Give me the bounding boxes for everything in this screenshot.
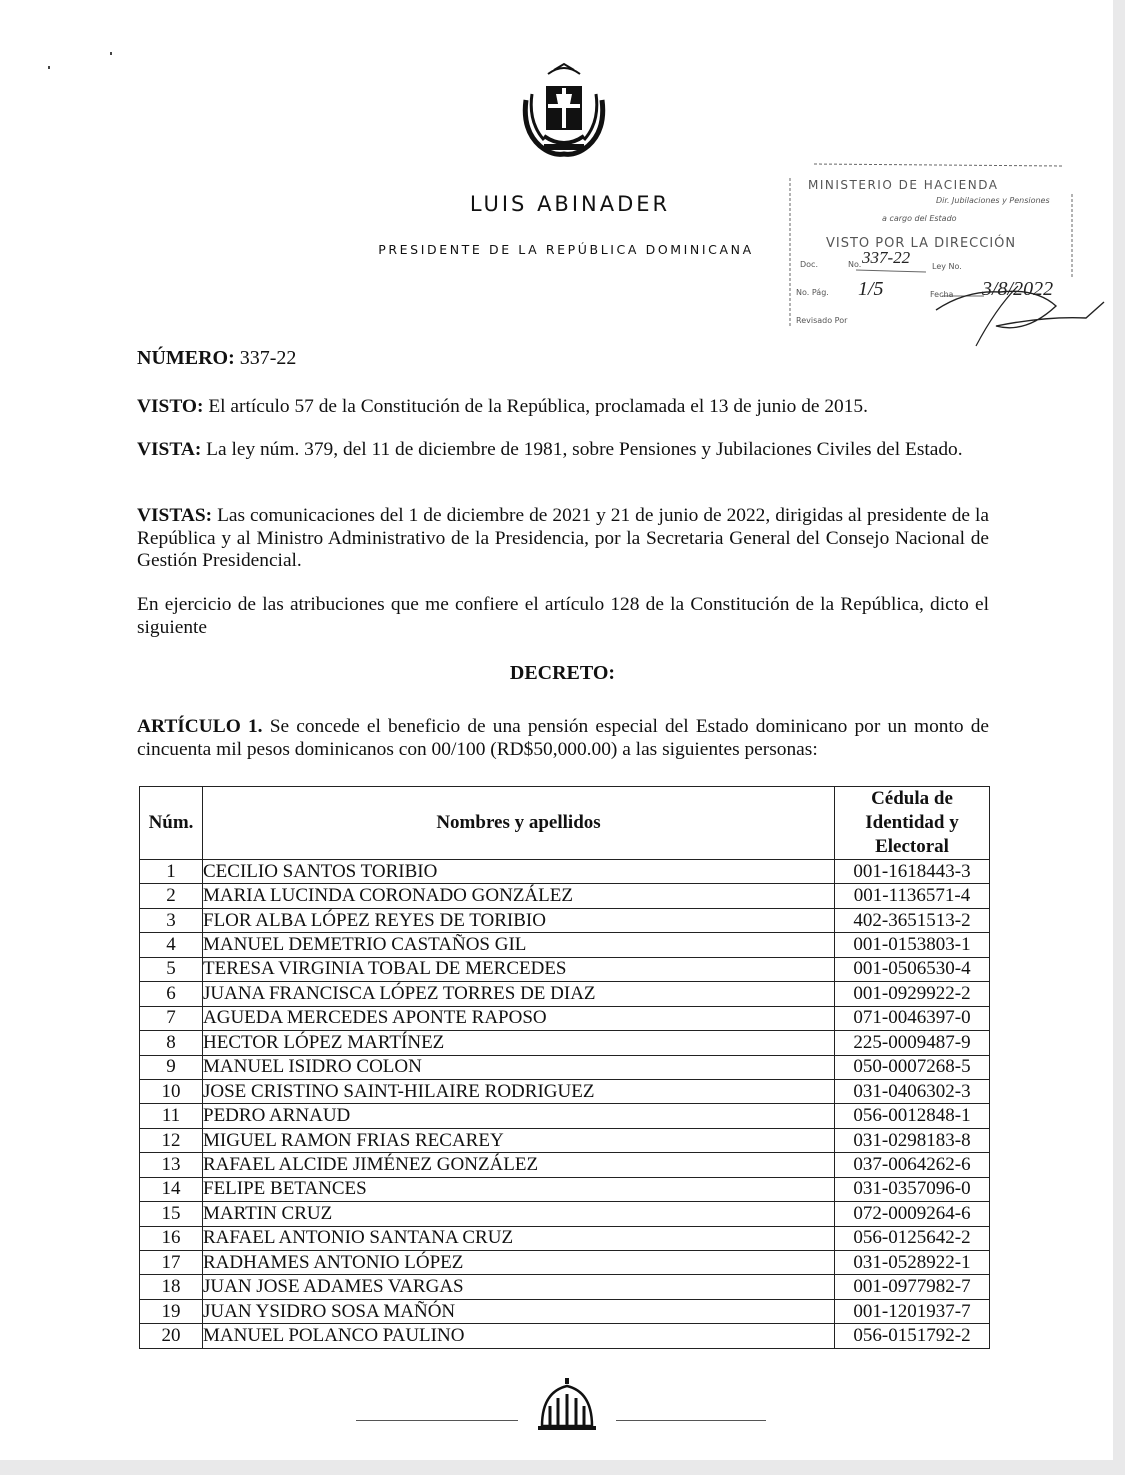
table-row xyxy=(140,1031,990,1055)
table-row xyxy=(140,1177,990,1201)
vista-label: VISTA: xyxy=(137,439,202,460)
row-name: JUANA FRANCISCA LÓPEZ TORRES DE DIAZ xyxy=(203,982,835,1006)
table-row xyxy=(140,1055,990,1079)
row-number: 7 xyxy=(140,1006,203,1030)
footer-divider-left xyxy=(356,1420,518,1421)
reception-stamp xyxy=(786,158,1108,348)
table-row xyxy=(140,1104,990,1128)
row-cedula: 031-0406302-3 xyxy=(835,1079,990,1103)
stamp-fecha-value: 3/8/2022 xyxy=(982,278,1054,300)
vistas-text: Las comunicaciones del 1 de diciembre de 2021 y 21 de junio de 2022, dirigidas al presidente de la República y al Ministro Administrativo de la Presidencia, por la Secretaria General del Consejo Nacional de Gestión Presidencial. xyxy=(137,505,989,571)
row-number: 20 xyxy=(140,1324,203,1348)
row-name: JUAN YSIDRO SOSA MAÑÓN xyxy=(203,1299,835,1323)
row-number: 18 xyxy=(140,1275,203,1299)
beneficiaries-table xyxy=(139,786,990,1349)
page-edge xyxy=(1113,0,1125,1475)
header-name: Nombres y apellidos xyxy=(203,787,835,860)
stamp-no-value: 337-22 xyxy=(862,248,911,267)
decree-number xyxy=(137,347,296,370)
coat-of-arms-icon xyxy=(518,60,610,160)
table-row xyxy=(140,1275,990,1299)
row-cedula: 001-1136571-4 xyxy=(835,884,990,908)
row-name: MANUEL POLANCO PAULINO xyxy=(203,1324,835,1348)
row-cedula: 001-0506530-4 xyxy=(835,957,990,981)
row-name: FLOR ALBA LÓPEZ REYES DE TORIBIO xyxy=(203,908,835,932)
ejercicio-paragraph: En ejercicio de las atribuciones que me confiere el artículo 128 de la Constitución de la República, dicto el siguiente xyxy=(137,594,989,638)
scan-speck xyxy=(110,52,112,55)
stamp-pag-label: No. Pág. xyxy=(796,288,829,297)
row-number: 14 xyxy=(140,1177,203,1201)
table-row xyxy=(140,933,990,957)
page-bottom-edge xyxy=(0,1460,1125,1475)
row-cedula: 056-0125642-2 xyxy=(835,1226,990,1250)
row-number: 13 xyxy=(140,1153,203,1177)
row-name: RAFAEL ANTONIO SANTANA CRUZ xyxy=(203,1226,835,1250)
row-cedula: 031-0528922-1 xyxy=(835,1251,990,1275)
table-row xyxy=(140,957,990,981)
vistas-label: VISTAS: xyxy=(137,505,213,526)
table-body xyxy=(140,860,990,1349)
row-number: 2 xyxy=(140,884,203,908)
row-cedula: 001-0977982-7 xyxy=(835,1275,990,1299)
table-row xyxy=(140,884,990,908)
visto-paragraph xyxy=(137,396,989,419)
row-cedula: 001-0153803-1 xyxy=(835,933,990,957)
row-name: TERESA VIRGINIA TOBAL DE MERCEDES xyxy=(203,957,835,981)
table-row xyxy=(140,1202,990,1226)
stamp-ley-label: Ley No. xyxy=(932,262,962,271)
row-name: MIGUEL RAMON FRIAS RECAREY xyxy=(203,1128,835,1152)
table-row xyxy=(140,1079,990,1103)
row-number: 1 xyxy=(140,860,203,884)
row-name: HECTOR LÓPEZ MARTÍNEZ xyxy=(203,1031,835,1055)
row-cedula: 037-0064262-6 xyxy=(835,1153,990,1177)
table-row xyxy=(140,908,990,932)
row-number: 9 xyxy=(140,1055,203,1079)
stamp-no-label: No. xyxy=(848,260,862,269)
table-row xyxy=(140,1299,990,1323)
footer-divider-right xyxy=(616,1420,766,1421)
stamp-pag-value: 1/5 xyxy=(858,278,884,300)
articulo-label: ARTÍCULO 1. xyxy=(137,716,263,737)
row-name: RAFAEL ALCIDE JIMÉNEZ GONZÁLEZ xyxy=(203,1153,835,1177)
articulo-text: Se concede el beneficio de una pensión especial del Estado dominicano por un monto de cincuenta mil pesos dominicanos con 00/100 (RD$50,000.00) a las siguientes personas: xyxy=(137,716,989,760)
vista-text: La ley núm. 379, del 11 de diciembre de 1981, sobre Pensiones y Jubilaciones Civiles del Estado. xyxy=(206,439,963,460)
table-row xyxy=(140,982,990,1006)
row-cedula: 056-0151792-2 xyxy=(835,1324,990,1348)
row-name: CECILIO SANTOS TORIBIO xyxy=(203,860,835,884)
row-number: 10 xyxy=(140,1079,203,1103)
national-palace-dome-icon xyxy=(536,1376,598,1432)
row-number: 19 xyxy=(140,1299,203,1323)
row-number: 11 xyxy=(140,1104,203,1128)
row-cedula: 031-0357096-0 xyxy=(835,1177,990,1201)
row-number: 6 xyxy=(140,982,203,1006)
table-row xyxy=(140,1006,990,1030)
row-number: 17 xyxy=(140,1251,203,1275)
table-row xyxy=(140,1128,990,1152)
visto-text: El artículo 57 de la Constitución de la República, proclamada el 13 de junio de 2015. xyxy=(208,396,868,417)
row-cedula: 001-1618443-3 xyxy=(835,860,990,884)
table-row xyxy=(140,1153,990,1177)
row-number: 15 xyxy=(140,1202,203,1226)
table-row xyxy=(140,1251,990,1275)
row-cedula: 072-0009264-6 xyxy=(835,1202,990,1226)
row-name: JUAN JOSE ADAMES VARGAS xyxy=(203,1275,835,1299)
header-cedula: Cédula de Identidad y Electoral xyxy=(835,787,990,860)
row-number: 3 xyxy=(140,908,203,932)
scan-speck xyxy=(48,66,50,69)
president-name: LUIS ABINADER xyxy=(469,192,671,216)
row-name: RADHAMES ANTONIO LÓPEZ xyxy=(203,1251,835,1275)
table-row xyxy=(140,860,990,884)
row-number: 8 xyxy=(140,1031,203,1055)
row-cedula: 050-0007268-5 xyxy=(835,1055,990,1079)
articulo-paragraph xyxy=(137,716,989,761)
row-cedula: 001-1201937-7 xyxy=(835,1299,990,1323)
stamp-visto: VISTO POR LA DIRECCIÓN xyxy=(826,236,1017,251)
stamp-department: Dir. Jubilaciones y Pensiones xyxy=(936,196,1050,205)
row-number: 5 xyxy=(140,957,203,981)
row-cedula: 056-0012848-1 xyxy=(835,1104,990,1128)
row-name: AGUEDA MERCEDES APONTE RAPOSO xyxy=(203,1006,835,1030)
stamp-subtitle: a cargo del Estado xyxy=(882,214,957,223)
president-title: PRESIDENTE DE LA REPÚBLICA DOMINICANA xyxy=(378,242,754,257)
vistas-paragraph xyxy=(137,505,989,573)
row-number: 4 xyxy=(140,933,203,957)
row-cedula: 071-0046397-0 xyxy=(835,1006,990,1030)
row-name: MARTIN CRUZ xyxy=(203,1202,835,1226)
vista-paragraph xyxy=(137,439,989,462)
row-cedula: 031-0298183-8 xyxy=(835,1128,990,1152)
visto-label: VISTO: xyxy=(137,396,204,417)
row-number: 16 xyxy=(140,1226,203,1250)
table-row xyxy=(140,1324,990,1348)
row-name: JOSE CRISTINO SAINT-HILAIRE RODRIGUEZ xyxy=(203,1079,835,1103)
row-name: MARIA LUCINDA CORONADO GONZÁLEZ xyxy=(203,884,835,908)
stamp-revisado-label: Revisado Por xyxy=(796,316,848,325)
row-name: PEDRO ARNAUD xyxy=(203,1104,835,1128)
row-name: FELIPE BETANCES xyxy=(203,1177,835,1201)
stamp-fecha-label: Fecha xyxy=(930,290,954,299)
header-num: Núm. xyxy=(140,787,203,860)
stamp-doc-label: Doc. xyxy=(800,260,818,269)
table-row xyxy=(140,1226,990,1250)
row-cedula: 001-0929922-2 xyxy=(835,982,990,1006)
row-name: MANUEL DEMETRIO CASTAÑOS GIL xyxy=(203,933,835,957)
stamp-ministry: MINISTERIO DE HACIENDA xyxy=(808,178,999,192)
row-name: MANUEL ISIDRO COLON xyxy=(203,1055,835,1079)
row-cedula: 402-3651513-2 xyxy=(835,908,990,932)
row-cedula: 225-0009487-9 xyxy=(835,1031,990,1055)
decree-number-value: 337-22 xyxy=(239,347,297,369)
decreto-heading: DECRETO: xyxy=(509,662,616,684)
table-header-row xyxy=(140,787,990,860)
row-number: 12 xyxy=(140,1128,203,1152)
decree-number-label: NÚMERO: xyxy=(137,347,235,369)
